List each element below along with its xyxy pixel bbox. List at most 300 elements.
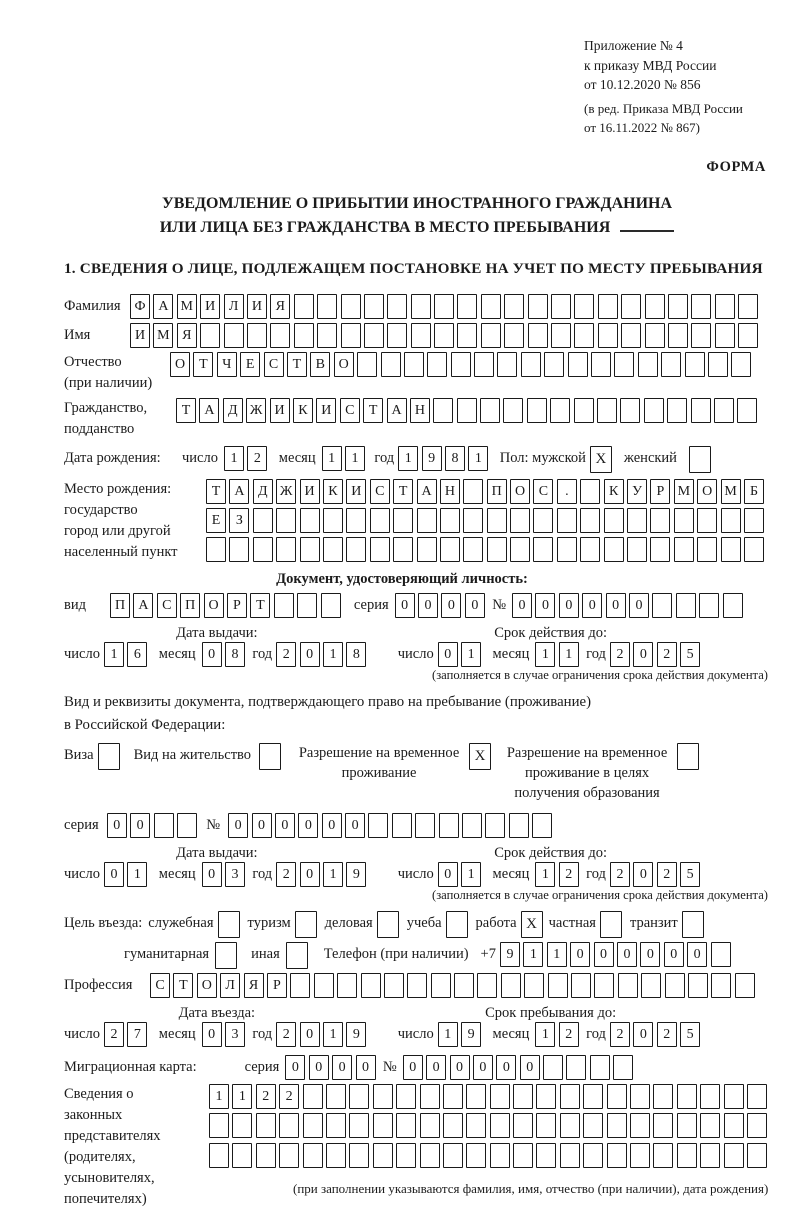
char-box[interactable]: 0 bbox=[298, 813, 318, 838]
char-box[interactable]: 1 bbox=[559, 642, 579, 667]
char-box[interactable] bbox=[650, 537, 670, 562]
char-box[interactable] bbox=[638, 352, 658, 377]
char-box[interactable]: 0 bbox=[202, 1022, 222, 1047]
char-box[interactable] bbox=[209, 1113, 229, 1138]
char-box[interactable] bbox=[598, 294, 618, 319]
char-box[interactable] bbox=[321, 593, 341, 618]
char-box[interactable] bbox=[368, 813, 388, 838]
char-box[interactable] bbox=[504, 323, 524, 348]
char-box[interactable] bbox=[323, 537, 343, 562]
char-box[interactable] bbox=[417, 537, 437, 562]
char-box[interactable]: Д bbox=[253, 479, 273, 504]
char-box[interactable]: Т bbox=[206, 479, 226, 504]
char-box[interactable]: 0 bbox=[395, 593, 415, 618]
char-box[interactable] bbox=[621, 294, 641, 319]
char-box[interactable] bbox=[513, 1113, 533, 1138]
char-box[interactable] bbox=[674, 508, 694, 533]
char-box[interactable] bbox=[373, 1143, 393, 1168]
checkbox-purpose-study[interactable] bbox=[446, 911, 468, 938]
char-box[interactable]: 1 bbox=[468, 446, 488, 471]
char-box[interactable] bbox=[294, 294, 314, 319]
checkbox-purpose-other[interactable] bbox=[286, 942, 308, 969]
char-box[interactable]: В bbox=[310, 352, 330, 377]
char-box[interactable] bbox=[536, 1143, 556, 1168]
char-box[interactable] bbox=[303, 1113, 323, 1138]
char-box[interactable] bbox=[510, 537, 530, 562]
char-box[interactable] bbox=[528, 294, 548, 319]
char-box[interactable]: Л bbox=[220, 973, 240, 998]
char-box[interactable] bbox=[387, 294, 407, 319]
char-box[interactable]: Т bbox=[393, 479, 413, 504]
char-box[interactable] bbox=[317, 294, 337, 319]
char-box[interactable] bbox=[674, 537, 694, 562]
char-box[interactable]: Я bbox=[244, 973, 264, 998]
char-box[interactable] bbox=[613, 1055, 633, 1080]
char-box[interactable] bbox=[411, 294, 431, 319]
char-box[interactable] bbox=[591, 352, 611, 377]
char-box[interactable]: 8 bbox=[445, 446, 465, 471]
char-box[interactable] bbox=[721, 508, 741, 533]
char-box[interactable] bbox=[580, 508, 600, 533]
char-box[interactable] bbox=[466, 1084, 486, 1109]
char-box[interactable] bbox=[349, 1143, 369, 1168]
char-box[interactable] bbox=[597, 398, 617, 423]
char-box[interactable]: 0 bbox=[582, 593, 602, 618]
char-box[interactable]: 2 bbox=[657, 642, 677, 667]
char-box[interactable] bbox=[317, 323, 337, 348]
char-box[interactable] bbox=[434, 294, 454, 319]
char-box[interactable] bbox=[574, 294, 594, 319]
char-box[interactable] bbox=[300, 508, 320, 533]
char-box[interactable]: 8 bbox=[346, 642, 366, 667]
char-box[interactable] bbox=[373, 1084, 393, 1109]
char-box[interactable] bbox=[349, 1084, 369, 1109]
char-box[interactable] bbox=[501, 973, 521, 998]
char-box[interactable] bbox=[466, 1113, 486, 1138]
char-box[interactable]: И bbox=[200, 294, 220, 319]
char-box[interactable]: 0 bbox=[687, 942, 707, 967]
char-box[interactable] bbox=[711, 973, 731, 998]
char-box[interactable]: Р bbox=[267, 973, 287, 998]
char-box[interactable] bbox=[700, 1084, 720, 1109]
checkbox-purpose-official[interactable] bbox=[218, 911, 240, 938]
char-box[interactable]: С bbox=[157, 593, 177, 618]
char-box[interactable] bbox=[574, 323, 594, 348]
char-box[interactable] bbox=[744, 508, 764, 533]
char-box[interactable]: К bbox=[604, 479, 624, 504]
char-box[interactable] bbox=[731, 352, 751, 377]
char-box[interactable] bbox=[294, 323, 314, 348]
char-box[interactable]: 1 bbox=[535, 862, 555, 887]
char-box[interactable] bbox=[510, 508, 530, 533]
char-box[interactable]: 0 bbox=[252, 813, 272, 838]
char-box[interactable] bbox=[370, 508, 390, 533]
char-box[interactable] bbox=[721, 537, 741, 562]
char-box[interactable]: 0 bbox=[664, 942, 684, 967]
checkbox-purpose-work[interactable]: X bbox=[521, 911, 543, 938]
char-box[interactable] bbox=[346, 537, 366, 562]
char-box[interactable]: 3 bbox=[225, 1022, 245, 1047]
char-box[interactable] bbox=[407, 973, 427, 998]
char-box[interactable] bbox=[323, 508, 343, 533]
char-box[interactable] bbox=[384, 973, 404, 998]
char-box[interactable]: Е bbox=[206, 508, 226, 533]
char-box[interactable]: 0 bbox=[633, 1022, 653, 1047]
char-box[interactable] bbox=[653, 1113, 673, 1138]
char-box[interactable] bbox=[557, 537, 577, 562]
char-box[interactable] bbox=[676, 593, 696, 618]
char-box[interactable]: О bbox=[204, 593, 224, 618]
char-box[interactable]: К bbox=[293, 398, 313, 423]
char-box[interactable]: 0 bbox=[356, 1055, 376, 1080]
char-box[interactable] bbox=[420, 1113, 440, 1138]
char-box[interactable]: 0 bbox=[512, 593, 532, 618]
char-box[interactable] bbox=[462, 813, 482, 838]
char-box[interactable] bbox=[700, 1143, 720, 1168]
checkbox-edu-permit[interactable] bbox=[677, 743, 699, 770]
char-box[interactable] bbox=[627, 537, 647, 562]
char-box[interactable] bbox=[415, 813, 435, 838]
char-box[interactable] bbox=[326, 1143, 346, 1168]
char-box[interactable]: 0 bbox=[202, 862, 222, 887]
char-box[interactable] bbox=[443, 1143, 463, 1168]
char-box[interactable]: 2 bbox=[610, 642, 630, 667]
checkbox-residence-permit[interactable] bbox=[259, 743, 281, 770]
char-box[interactable] bbox=[256, 1143, 276, 1168]
char-box[interactable] bbox=[714, 398, 734, 423]
char-box[interactable] bbox=[652, 593, 672, 618]
char-box[interactable]: З bbox=[229, 508, 249, 533]
char-box[interactable] bbox=[667, 398, 687, 423]
char-box[interactable]: 1 bbox=[323, 862, 343, 887]
checkbox-purpose-tourism[interactable] bbox=[295, 911, 317, 938]
char-box[interactable]: А bbox=[387, 398, 407, 423]
char-box[interactable] bbox=[668, 323, 688, 348]
char-box[interactable]: 0 bbox=[403, 1055, 423, 1080]
char-box[interactable] bbox=[463, 508, 483, 533]
char-box[interactable]: 0 bbox=[496, 1055, 516, 1080]
char-box[interactable] bbox=[551, 323, 571, 348]
char-box[interactable]: И bbox=[130, 323, 150, 348]
char-box[interactable] bbox=[457, 398, 477, 423]
char-box[interactable] bbox=[392, 813, 412, 838]
char-box[interactable] bbox=[724, 1143, 744, 1168]
checkbox-purpose-transit[interactable] bbox=[682, 911, 704, 938]
char-box[interactable]: М bbox=[721, 479, 741, 504]
char-box[interactable] bbox=[574, 398, 594, 423]
char-box[interactable] bbox=[607, 1113, 627, 1138]
checkbox-purpose-private[interactable] bbox=[600, 911, 622, 938]
char-box[interactable]: А bbox=[417, 479, 437, 504]
char-box[interactable] bbox=[270, 323, 290, 348]
char-box[interactable]: К bbox=[323, 479, 343, 504]
char-box[interactable]: 6 bbox=[127, 642, 147, 667]
char-box[interactable]: 0 bbox=[104, 862, 124, 887]
char-box[interactable]: 1 bbox=[398, 446, 418, 471]
char-box[interactable]: 0 bbox=[465, 593, 485, 618]
char-box[interactable] bbox=[691, 398, 711, 423]
char-box[interactable] bbox=[583, 1113, 603, 1138]
char-box[interactable] bbox=[527, 398, 547, 423]
char-box[interactable]: М bbox=[153, 323, 173, 348]
char-box[interactable] bbox=[253, 537, 273, 562]
char-box[interactable] bbox=[373, 1113, 393, 1138]
char-box[interactable]: 0 bbox=[617, 942, 637, 967]
char-box[interactable]: 0 bbox=[285, 1055, 305, 1080]
char-box[interactable]: 2 bbox=[559, 862, 579, 887]
char-box[interactable] bbox=[580, 537, 600, 562]
char-box[interactable]: О bbox=[697, 479, 717, 504]
char-box[interactable] bbox=[744, 537, 764, 562]
char-box[interactable]: 2 bbox=[559, 1022, 579, 1047]
char-box[interactable]: 9 bbox=[500, 942, 520, 967]
char-box[interactable] bbox=[303, 1143, 323, 1168]
char-box[interactable] bbox=[490, 1113, 510, 1138]
char-box[interactable] bbox=[550, 398, 570, 423]
char-box[interactable] bbox=[524, 973, 544, 998]
char-box[interactable] bbox=[253, 508, 273, 533]
char-box[interactable] bbox=[463, 479, 483, 504]
char-box[interactable]: 0 bbox=[107, 813, 127, 838]
char-box[interactable]: 9 bbox=[422, 446, 442, 471]
char-box[interactable] bbox=[420, 1084, 440, 1109]
char-box[interactable] bbox=[644, 398, 664, 423]
char-box[interactable]: Ф bbox=[130, 294, 150, 319]
char-box[interactable]: 2 bbox=[657, 862, 677, 887]
char-box[interactable]: 7 bbox=[127, 1022, 147, 1047]
char-box[interactable] bbox=[543, 1055, 563, 1080]
char-box[interactable] bbox=[396, 1084, 416, 1109]
char-box[interactable]: Т bbox=[250, 593, 270, 618]
char-box[interactable] bbox=[474, 352, 494, 377]
char-box[interactable] bbox=[396, 1143, 416, 1168]
char-box[interactable] bbox=[560, 1084, 580, 1109]
char-box[interactable]: 1 bbox=[523, 942, 543, 967]
char-box[interactable] bbox=[557, 508, 577, 533]
char-box[interactable] bbox=[177, 813, 197, 838]
char-box[interactable]: О bbox=[170, 352, 190, 377]
char-box[interactable] bbox=[677, 1084, 697, 1109]
char-box[interactable]: С bbox=[340, 398, 360, 423]
char-box[interactable]: Ж bbox=[276, 479, 296, 504]
char-box[interactable]: 2 bbox=[276, 1022, 296, 1047]
char-box[interactable]: 0 bbox=[130, 813, 150, 838]
char-box[interactable] bbox=[630, 1084, 650, 1109]
char-box[interactable]: М bbox=[177, 294, 197, 319]
char-box[interactable]: 0 bbox=[332, 1055, 352, 1080]
char-box[interactable]: 0 bbox=[300, 1022, 320, 1047]
char-box[interactable]: 2 bbox=[657, 1022, 677, 1047]
char-box[interactable]: Е bbox=[240, 352, 260, 377]
char-box[interactable] bbox=[420, 1143, 440, 1168]
char-box[interactable] bbox=[691, 323, 711, 348]
char-box[interactable]: Р bbox=[650, 479, 670, 504]
char-box[interactable]: А bbox=[153, 294, 173, 319]
char-box[interactable] bbox=[747, 1113, 767, 1138]
char-box[interactable]: 0 bbox=[275, 813, 295, 838]
char-box[interactable] bbox=[477, 973, 497, 998]
char-box[interactable] bbox=[513, 1143, 533, 1168]
checkbox-purpose-humanitarian[interactable] bbox=[215, 942, 237, 969]
char-box[interactable]: Н bbox=[440, 479, 460, 504]
char-box[interactable] bbox=[711, 942, 731, 967]
char-box[interactable]: 2 bbox=[247, 446, 267, 471]
char-box[interactable] bbox=[700, 1113, 720, 1138]
char-box[interactable]: 1 bbox=[323, 1022, 343, 1047]
char-box[interactable]: 1 bbox=[461, 642, 481, 667]
char-box[interactable]: Ч bbox=[217, 352, 237, 377]
char-box[interactable]: 1 bbox=[323, 642, 343, 667]
char-box[interactable] bbox=[536, 1113, 556, 1138]
char-box[interactable] bbox=[528, 323, 548, 348]
char-box[interactable]: 1 bbox=[322, 446, 342, 471]
char-box[interactable] bbox=[326, 1113, 346, 1138]
char-box[interactable] bbox=[224, 323, 244, 348]
char-box[interactable] bbox=[653, 1084, 673, 1109]
char-box[interactable]: П bbox=[180, 593, 200, 618]
char-box[interactable] bbox=[443, 1084, 463, 1109]
char-box[interactable] bbox=[411, 323, 431, 348]
char-box[interactable] bbox=[504, 294, 524, 319]
char-box[interactable] bbox=[699, 593, 719, 618]
char-box[interactable]: . bbox=[557, 479, 577, 504]
char-box[interactable]: 0 bbox=[441, 593, 461, 618]
char-box[interactable] bbox=[440, 537, 460, 562]
char-box[interactable] bbox=[206, 537, 226, 562]
char-box[interactable]: 1 bbox=[104, 642, 124, 667]
char-box[interactable] bbox=[370, 537, 390, 562]
char-box[interactable] bbox=[300, 537, 320, 562]
char-box[interactable] bbox=[621, 323, 641, 348]
char-box[interactable] bbox=[697, 537, 717, 562]
char-box[interactable]: Т bbox=[363, 398, 383, 423]
char-box[interactable]: И bbox=[316, 398, 336, 423]
char-box[interactable]: 0 bbox=[322, 813, 342, 838]
char-box[interactable] bbox=[209, 1143, 229, 1168]
char-box[interactable]: 1 bbox=[209, 1084, 229, 1109]
char-box[interactable] bbox=[697, 508, 717, 533]
char-box[interactable] bbox=[349, 1113, 369, 1138]
char-box[interactable]: 0 bbox=[633, 642, 653, 667]
char-box[interactable]: 0 bbox=[570, 942, 590, 967]
char-box[interactable] bbox=[274, 593, 294, 618]
char-box[interactable] bbox=[154, 813, 174, 838]
char-box[interactable]: И bbox=[247, 294, 267, 319]
char-box[interactable]: 0 bbox=[606, 593, 626, 618]
char-box[interactable] bbox=[427, 352, 447, 377]
char-box[interactable]: 1 bbox=[535, 1022, 555, 1047]
char-box[interactable] bbox=[627, 508, 647, 533]
char-box[interactable] bbox=[747, 1143, 767, 1168]
char-box[interactable] bbox=[393, 537, 413, 562]
char-box[interactable]: 0 bbox=[300, 642, 320, 667]
char-box[interactable] bbox=[641, 973, 661, 998]
char-box[interactable]: 0 bbox=[535, 593, 555, 618]
char-box[interactable] bbox=[665, 973, 685, 998]
char-box[interactable] bbox=[513, 1084, 533, 1109]
char-box[interactable] bbox=[232, 1143, 252, 1168]
char-box[interactable]: Т bbox=[193, 352, 213, 377]
char-box[interactable] bbox=[715, 323, 735, 348]
char-box[interactable] bbox=[457, 323, 477, 348]
char-box[interactable]: 0 bbox=[450, 1055, 470, 1080]
char-box[interactable] bbox=[614, 352, 634, 377]
char-box[interactable]: 0 bbox=[473, 1055, 493, 1080]
char-box[interactable] bbox=[560, 1113, 580, 1138]
char-box[interactable]: Н bbox=[410, 398, 430, 423]
char-box[interactable] bbox=[417, 508, 437, 533]
char-box[interactable] bbox=[604, 508, 624, 533]
char-box[interactable] bbox=[443, 1113, 463, 1138]
char-box[interactable]: И bbox=[270, 398, 290, 423]
char-box[interactable] bbox=[724, 1113, 744, 1138]
char-box[interactable] bbox=[431, 973, 451, 998]
char-box[interactable]: 0 bbox=[559, 593, 579, 618]
char-box[interactable]: Р bbox=[227, 593, 247, 618]
char-box[interactable] bbox=[715, 294, 735, 319]
char-box[interactable]: 5 bbox=[680, 642, 700, 667]
char-box[interactable]: 5 bbox=[680, 1022, 700, 1047]
char-box[interactable]: Ж bbox=[246, 398, 266, 423]
char-box[interactable] bbox=[357, 352, 377, 377]
char-box[interactable] bbox=[247, 323, 267, 348]
char-box[interactable] bbox=[229, 537, 249, 562]
char-box[interactable] bbox=[481, 294, 501, 319]
char-box[interactable]: 0 bbox=[438, 642, 458, 667]
char-box[interactable]: А bbox=[199, 398, 219, 423]
char-box[interactable] bbox=[463, 537, 483, 562]
char-box[interactable] bbox=[544, 352, 564, 377]
char-box[interactable] bbox=[668, 294, 688, 319]
char-box[interactable] bbox=[677, 1113, 697, 1138]
char-box[interactable]: П bbox=[110, 593, 130, 618]
char-box[interactable] bbox=[497, 352, 517, 377]
char-box[interactable] bbox=[747, 1084, 767, 1109]
char-box[interactable]: С bbox=[264, 352, 284, 377]
char-box[interactable]: М bbox=[674, 479, 694, 504]
char-box[interactable] bbox=[688, 973, 708, 998]
char-box[interactable] bbox=[361, 973, 381, 998]
char-box[interactable] bbox=[583, 1084, 603, 1109]
char-box[interactable]: Т bbox=[173, 973, 193, 998]
char-box[interactable] bbox=[337, 973, 357, 998]
char-box[interactable]: 0 bbox=[633, 862, 653, 887]
char-box[interactable] bbox=[620, 398, 640, 423]
char-box[interactable] bbox=[645, 323, 665, 348]
char-box[interactable]: 2 bbox=[276, 862, 296, 887]
checkbox-sex-female[interactable] bbox=[689, 446, 711, 473]
char-box[interactable] bbox=[393, 508, 413, 533]
char-box[interactable] bbox=[533, 537, 553, 562]
char-box[interactable] bbox=[346, 508, 366, 533]
char-box[interactable]: С bbox=[370, 479, 390, 504]
char-box[interactable] bbox=[532, 813, 552, 838]
char-box[interactable]: 2 bbox=[279, 1084, 299, 1109]
checkbox-sex-male[interactable]: X bbox=[590, 446, 612, 473]
char-box[interactable]: 3 bbox=[225, 862, 245, 887]
char-box[interactable] bbox=[396, 1113, 416, 1138]
char-box[interactable]: Л bbox=[224, 294, 244, 319]
char-box[interactable] bbox=[568, 352, 588, 377]
char-box[interactable] bbox=[691, 294, 711, 319]
char-box[interactable]: 9 bbox=[346, 1022, 366, 1047]
char-box[interactable] bbox=[737, 398, 757, 423]
char-box[interactable] bbox=[457, 294, 477, 319]
char-box[interactable] bbox=[650, 508, 670, 533]
char-box[interactable] bbox=[566, 1055, 586, 1080]
char-box[interactable]: 5 bbox=[680, 862, 700, 887]
char-box[interactable]: 0 bbox=[418, 593, 438, 618]
